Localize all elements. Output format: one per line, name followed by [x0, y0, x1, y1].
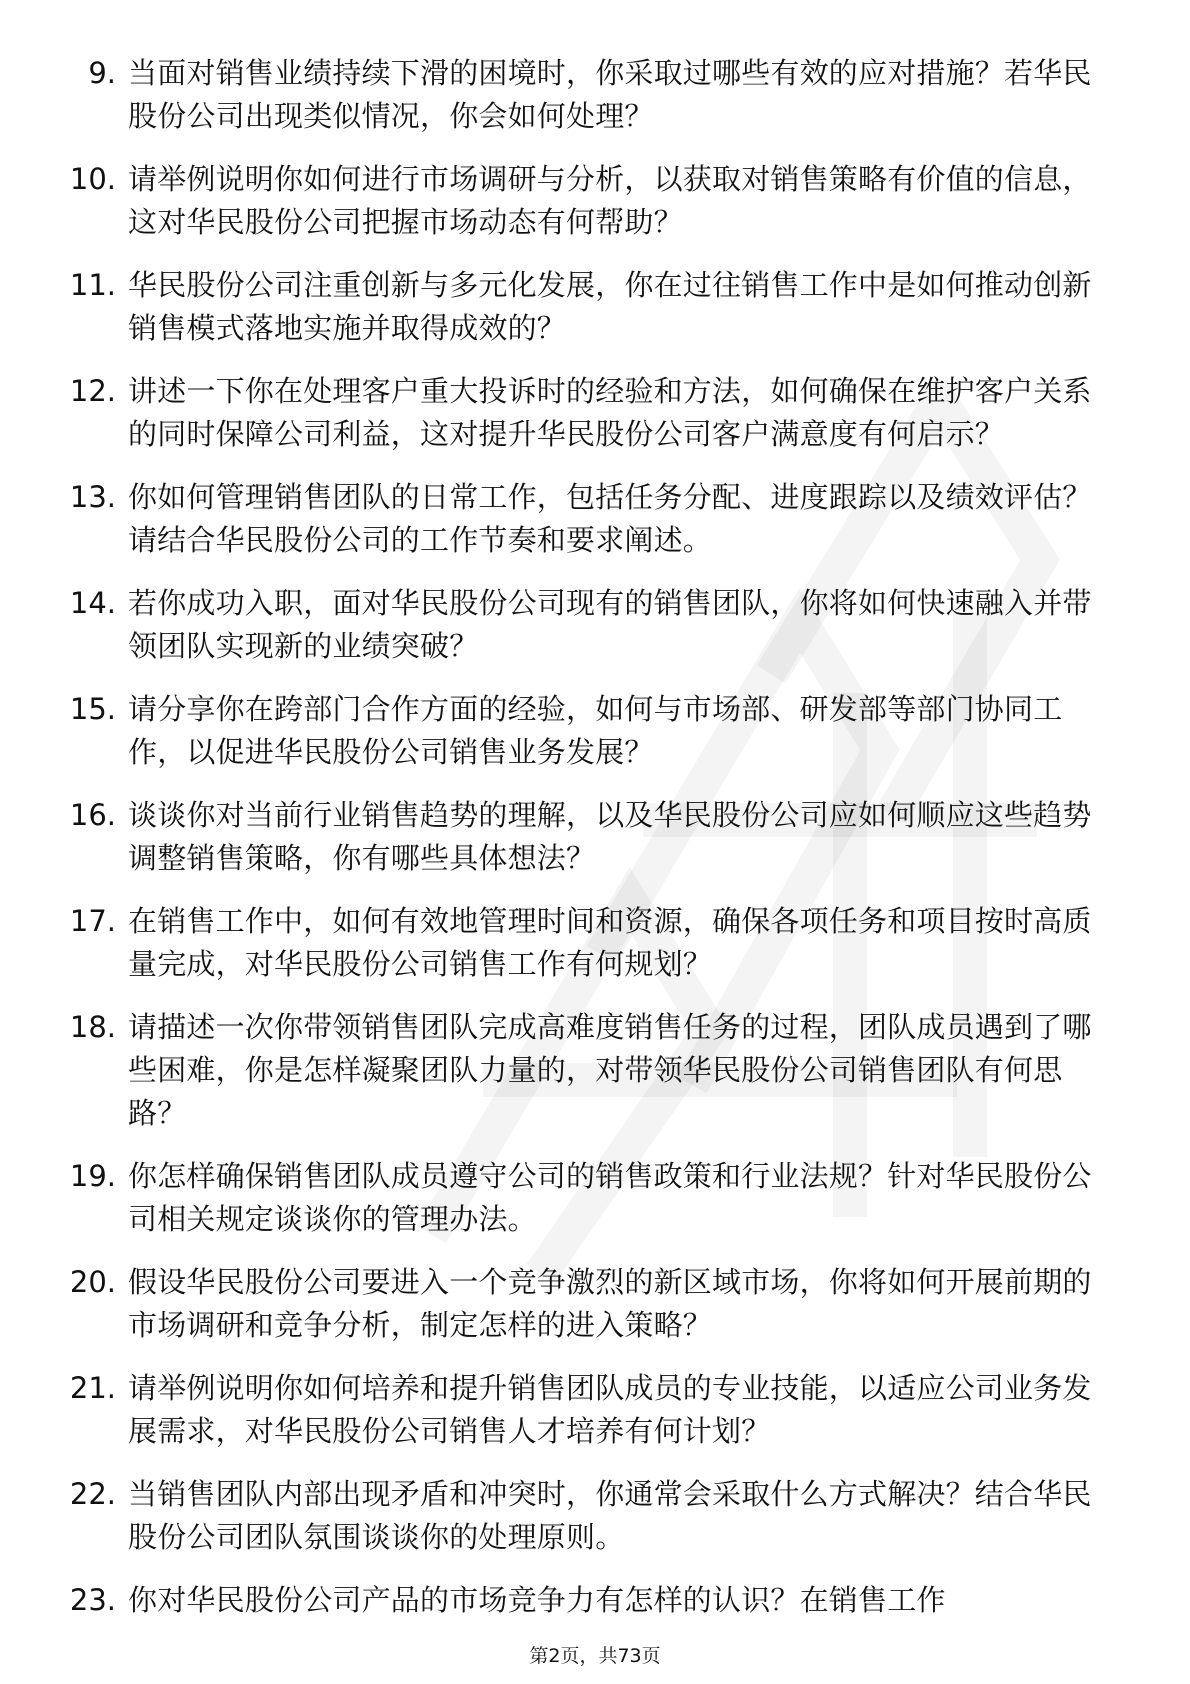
question-item	[0, 1473, 1190, 1559]
question-number: 17.	[69, 904, 116, 938]
question-text: 若你成功入职，面对华民股份公司现有的销售团队，你将如何快速融入并带领团队实现新的业绩突破？	[128, 586, 1092, 663]
question-text: 你怎样确保销售团队成员遵守公司的销售政策和行业法规？针对华民股份公司相关规定谈谈你的管理办法。	[128, 1159, 1092, 1236]
question-item	[0, 1261, 1190, 1347]
question-item	[0, 1367, 1190, 1453]
question-item	[0, 1006, 1190, 1135]
question-text: 请分享你在跨部门合作方面的经验，如何与市场部、研发部等部门协同工作，以促进华民股份公司销售业务发展？	[128, 692, 1063, 769]
question-item	[0, 794, 1190, 880]
question-item	[0, 370, 1190, 456]
question-list	[0, 52, 1190, 1642]
question-text: 你如何管理销售团队的日常工作，包括任务分配、进度跟踪以及绩效评估？请结合华民股份公司的工作节奏和要求阐述。	[128, 480, 1092, 557]
question-number: 21.	[69, 1371, 116, 1405]
question-text: 华民股份公司注重创新与多元化发展，你在过往销售工作中是如何推动创新销售模式落地实施并取得成效的？	[128, 268, 1092, 345]
page-number-label: 第2页，共73页	[529, 1645, 661, 1667]
question-text: 你对华民股份公司产品的市场竞争力有怎样的认识？在销售工作	[128, 1583, 946, 1617]
question-text: 当面对销售业绩持续下滑的困境时，你采取过哪些有效的应对措施？若华民股份公司出现类似情况，你会如何处理？	[128, 56, 1092, 133]
question-number: 16.	[69, 798, 116, 832]
question-number: 14.	[69, 586, 116, 620]
question-item	[0, 1155, 1190, 1241]
question-number: 13.	[69, 480, 116, 514]
question-number: 12.	[69, 374, 116, 408]
question-item	[0, 1579, 1190, 1622]
question-item	[0, 688, 1190, 774]
question-text: 当销售团队内部出现矛盾和冲突时，你通常会采取什么方式解决？结合华民股份公司团队氛围谈谈你的处理原则。	[128, 1477, 1092, 1554]
question-text: 请举例说明你如何培养和提升销售团队成员的专业技能，以适应公司业务发展需求，对华民股份公司销售人才培养有何计划？	[128, 1371, 1092, 1448]
question-text: 请举例说明你如何进行市场调研与分析，以获取对销售策略有价值的信息，这对华民股份公司把握市场动态有何帮助？	[128, 162, 1092, 239]
question-text: 假设华民股份公司要进入一个竞争激烈的新区域市场，你将如何开展前期的市场调研和竞争分析，制定怎样的进入策略？	[128, 1265, 1092, 1342]
page-footer	[0, 1644, 1190, 1668]
question-text: 请描述一次你带领销售团队完成高难度销售任务的过程，团队成员遇到了哪些困难，你是怎样凝聚团队力量的，对带领华民股份公司销售团队有何思路？	[128, 1010, 1092, 1130]
question-number: 19.	[69, 1159, 116, 1193]
question-item	[0, 52, 1190, 138]
question-number: 23.	[69, 1583, 116, 1617]
question-text: 谈谈你对当前行业销售趋势的理解，以及华民股份公司应如何顺应这些趋势调整销售策略，你有哪些具体想法？	[128, 798, 1092, 875]
question-number: 9.	[88, 56, 116, 90]
question-text: 讲述一下你在处理客户重大投诉时的经验和方法，如何确保在维护客户关系的同时保障公司利益，这对提升华民股份公司客户满意度有何启示？	[128, 374, 1092, 451]
question-number: 18.	[69, 1010, 116, 1044]
question-number: 15.	[69, 692, 116, 726]
question-number: 22.	[69, 1477, 116, 1511]
question-item	[0, 476, 1190, 562]
question-item	[0, 158, 1190, 244]
question-number: 20.	[69, 1265, 116, 1299]
question-item	[0, 900, 1190, 986]
question-number: 10.	[69, 162, 116, 196]
question-number: 11.	[69, 268, 116, 302]
question-text: 在销售工作中，如何有效地管理时间和资源，确保各项任务和项目按时高质量完成，对华民股份公司销售工作有何规划？	[128, 904, 1092, 981]
question-item	[0, 582, 1190, 668]
question-item	[0, 264, 1190, 350]
